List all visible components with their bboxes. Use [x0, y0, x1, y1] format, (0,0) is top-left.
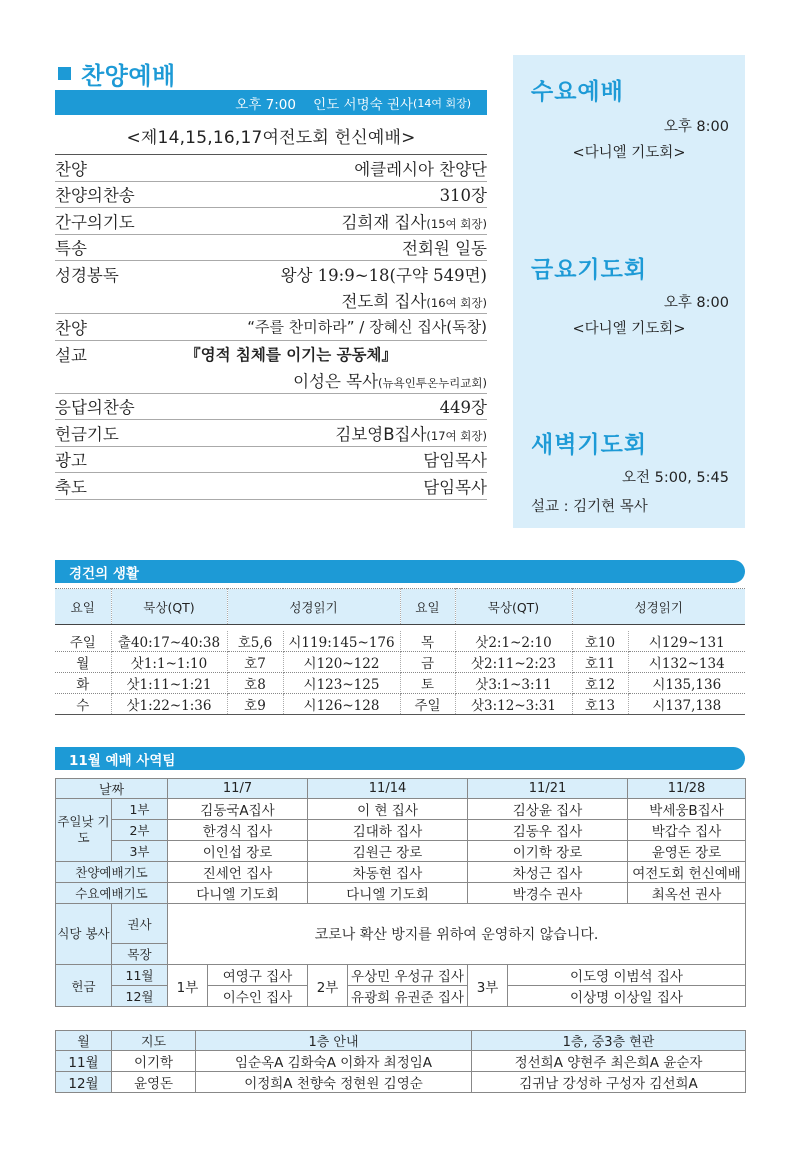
- dawn-title: 새벽기도회: [531, 432, 648, 458]
- table-row: 주일 출40:17~40:38 호5,6 시119:145~176 목 삿2:1~2:10 호10 시129~131: [55, 631, 745, 652]
- order-row: 특송 전회원 일동: [55, 235, 487, 262]
- order-row: 헌금기도 김보영B집사(17여 회장): [55, 420, 487, 447]
- praise-title: 찬양예배: [55, 58, 487, 88]
- order-row: 성경봉독 왕상 19:9~18(구약 549면) 전도희 집사(16여 회장): [55, 261, 487, 314]
- wednesday-title: 수요예배: [531, 79, 624, 105]
- praise-leader-note: (14여 회장): [413, 96, 471, 110]
- square-bullet-icon: [58, 67, 71, 80]
- table-row: 수 삿1:22~1:36 호9 시126~128 주일 삿3:12~3:31 호13 시137,138: [55, 693, 745, 714]
- table-row: 12월 이수인 집사 유광희 유권준 집사 이상명 이상일 집사: [56, 986, 746, 1007]
- wednesday-time: 오후 8:00: [663, 119, 729, 135]
- table-row: 화 삿1:11~1:21 호8 시123~125 토 삿3:1~3:11 호12 시135,136: [55, 672, 745, 693]
- table-row: 목장: [56, 944, 746, 965]
- order-row: 응답의찬송 449장: [55, 394, 487, 421]
- sermon-title: 『영적 침체를 이기는 공동체』: [185, 345, 397, 364]
- praise-time: 오후 7:00: [235, 96, 296, 113]
- order-row: 설교 『영적 침체를 이기는 공동체』 이성은 목사(뉴욕인투온누리교회): [55, 341, 487, 394]
- praise-subtitle: <제14,15,16,17여전도회 헌신예배>: [126, 128, 416, 148]
- friday-sub: <다니엘 기도회>: [572, 321, 686, 337]
- praise-info-bar: [55, 90, 487, 115]
- table-row: 헌금 11월 1부 여영구 집사 2부 우상민 우성규 집사 3부 이도영 이범석 집사: [56, 965, 746, 986]
- table-row: 식당 봉사 권사 코로나 확산 방지를 위하여 운영하지 않습니다.: [56, 904, 746, 944]
- order-row: 찬양 에클레시아 찬양단: [55, 155, 487, 182]
- service-team-heading: 11월 예배 사역팀: [55, 747, 745, 770]
- usher-duty-table: [55, 1030, 746, 1093]
- table-row: 11월 이기학 임순옥A 김화숙A 이화자 최정임A 정선희A 양현주 최은희A 윤순자: [56, 1051, 746, 1072]
- order-row: 찬양 “주를 찬미하라” / 장혜신 집사(독창): [55, 314, 487, 341]
- table-row: 수요예배기도 다니엘 기도회 다니엘 기도회 박경수 권사 최옥선 권사: [56, 883, 746, 904]
- praise-service: [55, 58, 487, 500]
- order-of-service: [55, 154, 487, 500]
- service-header-row: 날짜 11/7 11/14 11/21 11/28: [56, 779, 746, 799]
- service-team-table: [55, 778, 746, 1007]
- order-row: 찬양의찬송 310장: [55, 182, 487, 209]
- table-row: 2부 한경식 집사 김대하 집사 김동우 집사 박갑수 집사: [56, 820, 746, 841]
- duty-header-row: 월 지도 1층 안내 1층, 중3층 현관: [56, 1031, 746, 1051]
- devotion-table: [55, 588, 745, 715]
- wednesday-sub: <다니엘 기도회>: [572, 145, 686, 161]
- table-row: 월 삿1:1~1:10 호7 시120~122 금 삿2:11~2:23 호11 시132~134: [55, 651, 745, 672]
- friday-time: 오후 8:00: [663, 295, 729, 311]
- dawn-time: 오전 5:00, 5:45: [622, 470, 729, 486]
- praise-leader: 인도 서명숙 권사: [313, 96, 414, 113]
- table-row: 주일낮 기도 1부 김동국A집사 이 현 집사 김상윤 집사 박세웅B집사: [56, 799, 746, 820]
- friday-title: 금요기도회: [531, 257, 648, 283]
- order-row: 광고 담임목사: [55, 447, 487, 474]
- table-row: 찬양예배기도 진세언 집사 차동현 집사 차성근 집사 여전도회 헌신예배: [56, 862, 746, 883]
- weekday-services-box: [513, 55, 745, 528]
- table-row: 3부 이인섭 장로 김원근 장로 이기학 장로 윤영돈 장로: [56, 841, 746, 862]
- order-row: 간구의기도 김희재 집사(15여 회장): [55, 208, 487, 235]
- dawn-preacher: 설교 : 김기현 목사: [531, 499, 648, 515]
- table-row: 12월 윤영돈 이정희A 천향숙 정현원 김영순 김귀남 강성하 구성자 김선희A: [56, 1072, 746, 1093]
- order-row: 축도 담임목사: [55, 473, 487, 500]
- cafeteria-notice: 코로나 확산 방지를 위하여 운영하지 않습니다.: [168, 904, 746, 965]
- devotion-header-row: 요일 묵상(QT) 성경읽기 요일 묵상(QT) 성경읽기: [55, 589, 745, 625]
- devotion-heading: 경건의 생활: [55, 560, 745, 583]
